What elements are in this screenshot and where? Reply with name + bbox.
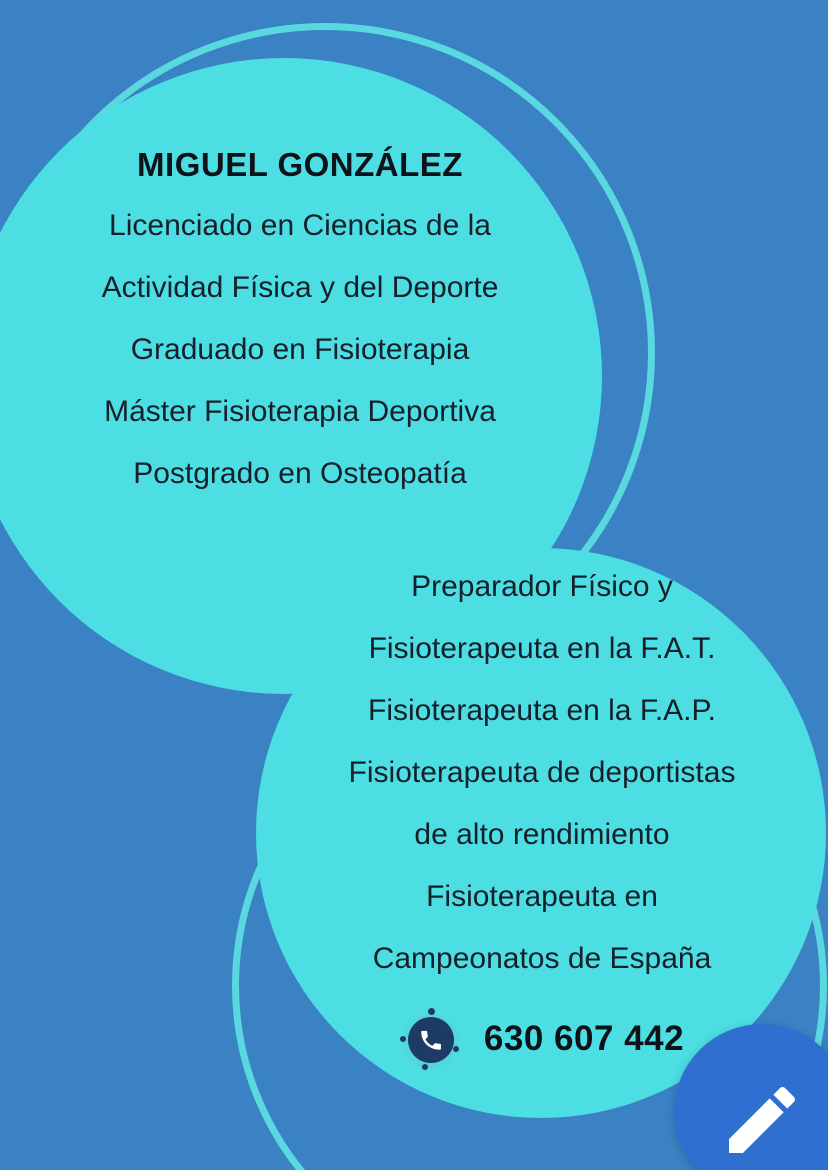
phone-call-icon[interactable] [400,1008,462,1070]
experience-line: Fisioterapeuta en la F.A.T. [368,632,716,665]
experience-line: Campeonatos de España [372,942,712,975]
experience-line: de alto rendimiento [414,818,670,851]
experience-line: Fisioterapeuta de deportistas [348,756,736,789]
credential-line: Actividad Física y del Deporte [101,271,499,304]
credential-line: Máster Fisioterapia Deportiva [104,395,496,428]
compose-pencil-icon [718,1076,806,1164]
credential-line: Graduado en Fisioterapia [130,333,470,366]
phone-icon-dot [400,1036,406,1042]
credential-line: Postgrado en Osteopatía [133,457,467,490]
experience-block [244,572,828,1006]
phone-icon-dot [428,1008,435,1015]
phone-icon-dot [453,1046,459,1052]
phone-icon-dot [422,1064,428,1070]
person-name: MIGUEL GONZÁLEZ [137,146,463,183]
phone-number[interactable]: 630 607 442 [483,1019,685,1058]
credential-line: Licenciado en Ciencias de la [109,209,491,242]
experience-line: Fisioterapeuta en [426,880,658,913]
experience-line: Preparador Físico y [411,570,673,603]
phone-icon-disc [408,1017,454,1063]
experience-line: Fisioterapeuta en la F.A.P. [368,694,716,727]
credentials-block [0,148,600,489]
